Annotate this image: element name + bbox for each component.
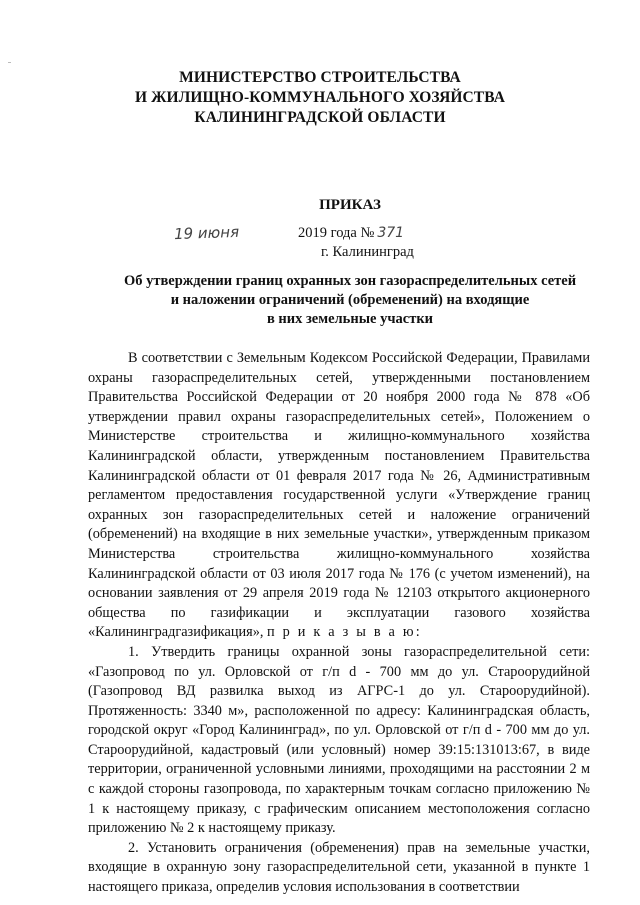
order-date-line [298, 224, 404, 242]
ministry-header-line-1: МИНИСТЕРСТВО СТРОИТЕЛЬСТВА [179, 69, 461, 86]
preamble-paragraph [88, 349, 590, 643]
handwritten-date: 19 июня [173, 222, 240, 244]
clause-1-paragraph: 1. Утвердить границы охранной зоны газораспределительной сети: «Газопровод по ул. Орловской от г/п d - 700 мм до ул. Староорудийной (Газопровод ВД развилка выход из АГРС-1 до ул. Староорудийной). Протяженность: 3340 м», расположенной по адресу: Калининградская область, городской округ «Город Калининград», по ул. Орловской от г/п d - 700 мм до ул. Староорудийной, кадастровый (или условный) номер 39:15:131013:67, в виде территории, ограниченной условными линиями, проходящими на расстоянии 2 м с каждой стороны газопровода, по характерным точкам согласно приложению № 1 к настоящему приказу, с графическим описанием местоположения согласно приложению № 2 к настоящему приказу. [88, 643, 590, 837]
order-keyword: п р и к а з ы в а ю: [267, 624, 422, 641]
handwritten-order-number: 371 [377, 225, 405, 241]
order-subject-line-1: Об утверждении границ охранных зон газораспределительных сетей [123, 273, 577, 289]
order-city: г. Калининград [321, 244, 414, 260]
ministry-header [0, 68, 640, 128]
clause-2-paragraph: 2. Установить ограничения (обременения) прав на земельные участки, входящие в охранную зону газораспределительной сети, указанной в пункте 1 настоящего приказа, определив условия использования в соответствии [88, 839, 590, 896]
order-body [88, 349, 590, 898]
ministry-header-line-3: КАЛИНИНГРАДСКОЙ ОБЛАСТИ [194, 109, 446, 126]
order-subject [0, 272, 640, 329]
order-year-text: 2019 года № [298, 225, 375, 241]
ministry-header-line-2: И ЖИЛИЩНО-КОММУНАЛЬНОГО ХОЗЯЙСТВА [134, 89, 506, 106]
preamble-text: В соответствии с Земельным Кодексом Российской Федерации, Правилами охраны газораспределительных сетей, утвержденными постановлением Правительства Российской Федерации от 20 ноября 2000 года № 878 «Об утверждении правил охраны газораспределительных сетей», Положением о Министерстве строительства и жилищно-коммунального хозяйства Калининградской области, утвержденным постановлением Правительства Калининградской области от 01 февраля 2017 года № 26, Административным регламентом предоставления государственной услуги «Утверждение границ охранных зон газораспределительных сетей и наложение ограничений (обременений) на входящие в них земельные участки», утвержденным приказом Министерства строительства жилищно-коммунального хозяйства Калининградской области от 03 июля 2017 года № 176 (с учетом изменений), на основании заявления от 29 апреля 2019 года № 12103 открытого акционерного общества по газификации и эксплуатации газового хозяйства «Калининградгазификация», [88, 350, 590, 641]
order-subject-line-3: в них земельные участки [266, 311, 434, 327]
order-subject-line-2: и наложении ограничений (обременений) на входящие [170, 292, 530, 308]
scan-mark [8, 62, 11, 63]
order-title: ПРИКАЗ [319, 197, 381, 213]
